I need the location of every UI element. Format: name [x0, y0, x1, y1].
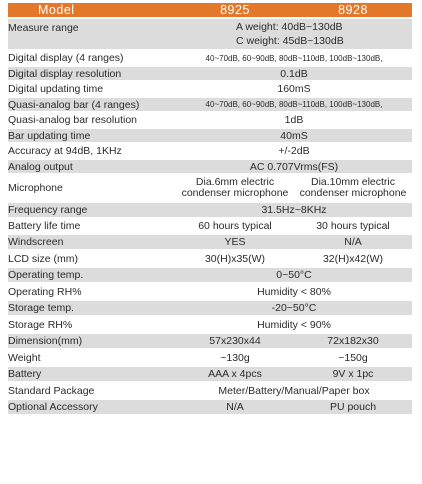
- row-label: Digital display resolution: [8, 66, 176, 81]
- windscreen-8928: N/A: [294, 234, 412, 250]
- row-label: Analog output: [8, 159, 176, 174]
- microphone-8928: Dia.10mm electric condenser microphone: [294, 174, 412, 202]
- row-battery: [8, 366, 412, 382]
- row-analog-output: [8, 159, 412, 174]
- row-label: Quasi-analog bar (4 ranges): [8, 97, 176, 112]
- row-operating-rh: [8, 283, 412, 300]
- row-standard-package: [8, 382, 412, 399]
- row-windscreen: [8, 234, 412, 250]
- row-label: Battery: [8, 366, 176, 382]
- row-value: 31.5Hz~8KHz: [176, 202, 412, 218]
- row-value: -20~50°C: [176, 300, 412, 316]
- row-bar-updating-time: [8, 128, 412, 143]
- row-value: 0~50°C: [176, 267, 412, 283]
- row-weight: [8, 349, 412, 366]
- row-microphone: [8, 174, 412, 202]
- row-label: Windscreen: [8, 234, 176, 250]
- microphone-8925: Dia.6mm electric condenser microphone: [176, 174, 294, 202]
- row-value: +/-2dB: [176, 143, 412, 159]
- row-lcd-size: [8, 250, 412, 267]
- row-quasi-analog-bar: [8, 97, 412, 112]
- row-label: Microphone: [8, 174, 176, 202]
- row-label: Operating temp.: [8, 267, 176, 283]
- row-value: [176, 18, 412, 50]
- row-label: Accuracy at 94dB, 1KHz: [8, 143, 176, 159]
- row-label: Digital updating time: [8, 81, 176, 97]
- row-digital-updating-time: [8, 81, 412, 97]
- row-label: Optional Accessory: [8, 399, 176, 415]
- header-model-8925: 8925: [176, 3, 294, 18]
- row-value: 1dB: [176, 112, 412, 128]
- row-operating-temp: [8, 267, 412, 283]
- dimension-8925: 57x230x44: [176, 333, 294, 349]
- row-label: Quasi-analog bar resolution: [8, 112, 176, 128]
- row-label: Storage RH%: [8, 316, 176, 333]
- row-dimension: [8, 333, 412, 349]
- row-value: Humidity < 80%: [176, 283, 412, 300]
- row-value: 40~70dB, 60~90dB, 80dB~110dB, 100dB~130dB,: [176, 97, 412, 112]
- lcd-size-8925: 30(H)x35(W): [176, 250, 294, 267]
- row-value: Humidity < 90%: [176, 316, 412, 333]
- lcd-size-8928: 32(H)x42(W): [294, 250, 412, 267]
- row-value: 40mS: [176, 128, 412, 143]
- row-battery-life-time: [8, 218, 412, 234]
- row-digital-display-resolution: [8, 66, 412, 81]
- header-model-8928: 8928: [294, 3, 412, 18]
- row-label: Dimension(mm): [8, 333, 176, 349]
- row-label: Weight: [8, 349, 176, 366]
- row-storage-temp: [8, 300, 412, 316]
- row-optional-accessory: [8, 399, 412, 415]
- row-label: Measure range: [8, 18, 176, 50]
- row-storage-rh: [8, 316, 412, 333]
- row-value: 160mS: [176, 81, 412, 97]
- optional-accessory-8925: N/A: [176, 399, 294, 415]
- row-label: LCD size (mm): [8, 250, 176, 267]
- row-label: Operating RH%: [8, 283, 176, 300]
- row-label: Battery life time: [8, 218, 176, 234]
- measure-range-a-weight: A weight: 40dB~130dB: [236, 21, 343, 33]
- row-label: Frequency range: [8, 202, 176, 218]
- row-accuracy: [8, 143, 412, 159]
- row-value: 0.1dB: [176, 66, 412, 81]
- row-value: 40~70dB, 60~90dB, 80dB~110dB, 100dB~130dB,: [176, 50, 412, 66]
- dimension-8928: 72x182x30: [294, 333, 412, 349]
- battery-8925: AAA x 4pcs: [176, 366, 294, 382]
- row-value: Meter/Battery/Manual/Paper box: [176, 382, 412, 399]
- row-frequency-range: [8, 202, 412, 218]
- spec-table: [8, 3, 412, 416]
- measure-range-c-weight: C weight: 45dB~130dB: [236, 35, 344, 47]
- weight-8925: ~130g: [176, 349, 294, 366]
- windscreen-8925: YES: [176, 234, 294, 250]
- row-label: Bar updating time: [8, 128, 176, 143]
- row-digital-display: [8, 50, 412, 66]
- battery-life-8925: 60 hours typical: [176, 218, 294, 234]
- row-quasi-analog-bar-resolution: [8, 112, 412, 128]
- header-label: Model: [8, 3, 176, 18]
- weight-8928: ~150g: [294, 349, 412, 366]
- row-label: Digital display (4 ranges): [8, 50, 176, 66]
- battery-life-8928: 30 hours typical: [294, 218, 412, 234]
- row-measure-range: [8, 18, 412, 50]
- battery-8928: 9V x 1pc: [294, 366, 412, 382]
- row-label: Standard Package: [8, 382, 176, 399]
- optional-accessory-8928: PU pouch: [294, 399, 412, 415]
- row-value: AC 0.707Vrms(FS): [176, 159, 412, 174]
- row-label: Storage temp.: [8, 300, 176, 316]
- header-row: [8, 3, 412, 18]
